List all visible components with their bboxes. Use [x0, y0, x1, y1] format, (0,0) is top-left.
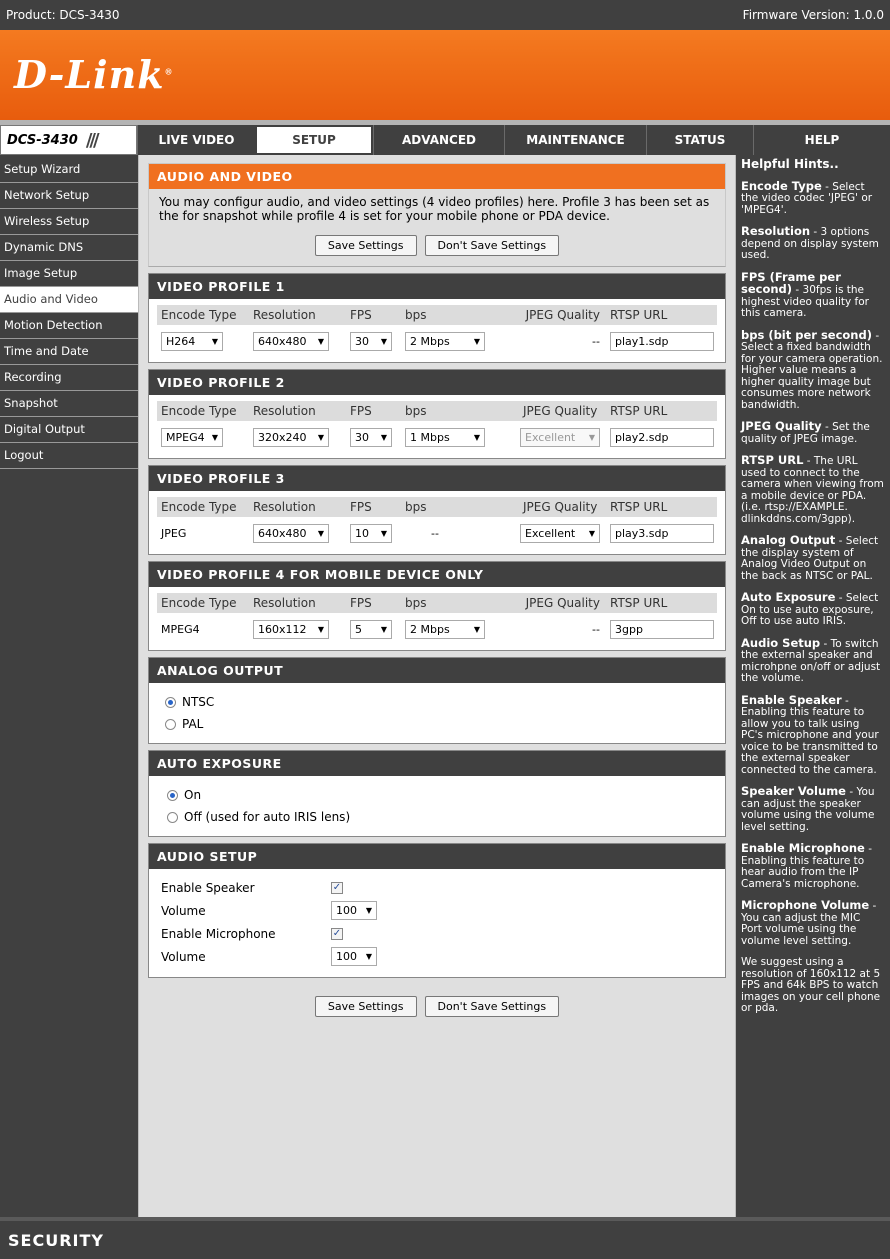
hint-term: Resolution: [741, 224, 811, 238]
model-badge: [0, 125, 137, 155]
hint-item: [741, 327, 884, 412]
col-fps: FPS: [350, 596, 372, 610]
chevron-down-icon: ▼: [473, 432, 480, 442]
section-title: AUTO EXPOSURE: [149, 751, 725, 776]
footer: [0, 1217, 890, 1259]
bps-select[interactable]: 1 Mbps ▼: [405, 428, 485, 447]
bps-value: --: [431, 526, 439, 540]
section-title: VIDEO PROFILE 2: [149, 370, 725, 395]
profile-header-row: [157, 305, 717, 325]
audio-setup-section: [148, 843, 726, 978]
fps-select[interactable]: 30 ▼: [350, 332, 392, 351]
video-profile-3-section: [148, 465, 726, 555]
hint-text: - Select the video codec 'JPEG' or 'MPEG4'.: [741, 180, 873, 216]
video-profiles: [148, 273, 726, 651]
hint-term: JPEG Quality: [741, 419, 822, 433]
hints-list: [741, 178, 884, 1015]
sidebar-item-digital-output[interactable]: Digital Output: [0, 417, 138, 443]
video-profile-1-section: [148, 273, 726, 363]
enable-speaker-checkbox[interactable]: ✓: [332, 881, 342, 893]
analog-output-section: [148, 657, 726, 744]
sidebar-item-setup-wizard[interactable]: Setup Wizard: [0, 157, 138, 183]
chevron-down-icon: ▼: [317, 336, 324, 346]
hint-term: FPS (Frame per second): [741, 269, 841, 296]
dlink-logo: D-Link®: [14, 52, 174, 97]
col-fps: FPS: [350, 404, 372, 418]
dont-save-settings-button[interactable]: Don't Save Settings: [425, 996, 560, 1017]
video-profile-4-section: [148, 561, 726, 651]
section-title: AUDIO AND VIDEO: [149, 164, 725, 189]
sidebar: [0, 155, 138, 1217]
sidebar-item-network-setup[interactable]: Network Setup: [0, 183, 138, 209]
profile-settings-row: [157, 328, 717, 354]
microphone-volume-label: Volume: [161, 949, 206, 964]
sidebar-item-wireless-setup[interactable]: Wireless Setup: [0, 209, 138, 235]
enable-microphone-checkbox[interactable]: ✓: [332, 927, 342, 939]
section-title: ANALOG OUTPUT: [149, 658, 725, 683]
sidebar-item-recording[interactable]: Recording: [0, 365, 138, 391]
resolution-select[interactable]: 640x480 ▼: [253, 524, 329, 543]
sidebar-item-time-and-date[interactable]: Time and Date: [0, 339, 138, 365]
enable-speaker-label: Enable Speaker: [161, 880, 255, 895]
col-encode-type: Encode Type: [161, 308, 237, 322]
section-title: VIDEO PROFILE 3: [149, 466, 725, 491]
hint-term: Encode Type: [741, 178, 822, 193]
hint-item: [741, 692, 884, 777]
hint-text: - To switch the external speaker and microhpne on/off or adjust the volume.: [741, 637, 881, 684]
tab-help[interactable]: HELP: [753, 125, 890, 155]
hint-term: Speaker Volume: [741, 784, 846, 798]
sidebar-item-audio-and-video[interactable]: Audio and Video: [0, 287, 138, 313]
chevron-down-icon: ▼: [473, 336, 480, 346]
intro-description: You may configur audio, and video settings (4 video profiles) here. Profile 3 has been set as the for snapshot while profile 4 is set for your mobile phone or PDA device.: [159, 195, 710, 223]
speaker-volume-select[interactable]: 100 ▼: [331, 901, 377, 920]
rtsp-url-input[interactable]: play3.sdp: [610, 524, 714, 543]
hint-term: Analog Output: [741, 533, 836, 547]
enable-microphone-label: Enable Microphone: [161, 926, 276, 941]
encode-type-select[interactable]: MPEG4 ▼: [161, 428, 223, 447]
chevron-down-icon: ▼: [211, 336, 218, 346]
exposure-on-option[interactable]: [167, 784, 713, 806]
rtsp-url-input[interactable]: 3gpp: [610, 620, 714, 639]
model-slash-decoration: ///: [85, 129, 97, 151]
profile-header-row: [157, 401, 717, 421]
hint-text: - Set the quality of JPEG image.: [741, 421, 870, 445]
hint-term: Enable Speaker: [741, 692, 842, 707]
col-resolution: Resolution: [253, 500, 316, 514]
sidebar-item-logout[interactable]: Logout: [0, 443, 138, 469]
chevron-down-icon: ▼: [317, 528, 324, 538]
hint-text: - Select the display system of Analog Video Output on the back as NTSC or PAL.: [741, 535, 879, 582]
tab-live-video[interactable]: LIVE VIDEO: [137, 125, 255, 155]
col-fps: FPS: [350, 500, 372, 514]
profile-settings-row: [157, 616, 717, 642]
profile-settings-row: [157, 520, 717, 546]
hint-item: [741, 421, 884, 445]
save-settings-button[interactable]: Save Settings: [315, 996, 417, 1017]
chevron-down-icon: ▼: [317, 624, 324, 634]
hint-text: - Select On to use auto exposure, Off to use auto IRIS.: [741, 592, 879, 627]
col-jpeg-quality: JPEG Quality: [525, 308, 600, 322]
hint-item: [741, 786, 884, 833]
hint-item: [741, 592, 884, 628]
col-bps: bps: [405, 404, 427, 418]
exposure-on-radio[interactable]: [167, 790, 178, 801]
pal-option[interactable]: [165, 713, 713, 735]
hint-text: - 3 options depend on display system used.: [741, 226, 879, 261]
col-bps: bps: [405, 596, 427, 610]
section-title: VIDEO PROFILE 1: [149, 274, 725, 299]
jpeg-quality-value: --: [592, 334, 600, 348]
ntsc-label: NTSC: [182, 695, 215, 709]
chevron-down-icon: ▼: [380, 336, 387, 346]
resolution-select[interactable]: 320x240 ▼: [253, 428, 329, 447]
col-encode-type: Encode Type: [161, 596, 237, 610]
speaker-volume-label: Volume: [161, 903, 206, 918]
top-button-row: [149, 229, 725, 266]
chevron-down-icon: ▼: [473, 624, 480, 634]
microphone-volume-select[interactable]: 100 ▼: [331, 947, 377, 966]
col-fps: FPS: [350, 308, 372, 322]
hint-term: Enable Microphone: [741, 841, 865, 855]
bottom-button-row: [148, 984, 726, 1027]
hint-text: - 30fps is the highest video quality for this camera.: [741, 284, 869, 319]
hint-term: Auto Exposure: [741, 590, 836, 604]
profile-header-row: [157, 497, 717, 517]
exposure-off-option[interactable]: [167, 806, 713, 828]
hint-item: [741, 269, 884, 320]
col-resolution: Resolution: [253, 404, 316, 418]
intro-section: [148, 163, 726, 267]
hint-item: [741, 535, 884, 582]
firmware-label: Firmware Version: 1.0.0: [742, 8, 884, 22]
hint-text: - Enabling this feature to hear audio from the IP Camera's microphone.: [741, 843, 873, 890]
col-jpeg-quality: JPEG Quality: [523, 404, 598, 418]
bps-select[interactable]: 2 Mbps ▼: [405, 620, 485, 639]
col-rtsp-url: RTSP URL: [610, 500, 668, 514]
hint-text: - Enabling this feature to allow you to talk using PC's microphone and your voice to be transmitted to the external speaker connected to the camera.: [741, 694, 879, 776]
chevron-down-icon: ▼: [365, 952, 372, 961]
pal-radio[interactable]: [165, 719, 176, 730]
chevron-down-icon: ▼: [211, 432, 218, 442]
content-panel: [138, 155, 736, 1217]
col-resolution: Resolution: [253, 596, 316, 610]
chevron-down-icon: ▼: [365, 906, 372, 915]
jpeg-quality-select[interactable]: Excellent ▼: [520, 524, 600, 543]
sidebar-item-image-setup[interactable]: Image Setup: [0, 261, 138, 287]
col-jpeg-quality: JPEG Quality: [523, 500, 598, 514]
fps-select[interactable]: 5 ▼: [350, 620, 392, 639]
hint-text: - You can adjust the speaker volume using the volume level setting.: [741, 786, 875, 833]
col-jpeg-quality: JPEG Quality: [525, 596, 600, 610]
chevron-down-icon: ▼: [380, 432, 387, 442]
col-rtsp-url: RTSP URL: [610, 596, 668, 610]
model-name: DCS-3430: [7, 132, 78, 148]
sidebar-item-dynamic-dns[interactable]: Dynamic DNS: [0, 235, 138, 261]
sidebar-item-snapshot[interactable]: Snapshot: [0, 391, 138, 417]
fps-select[interactable]: 30 ▼: [350, 428, 392, 447]
hint-text: We suggest using a resolution of 160x112 at 5 FPS and 64k BPS to watch images on your cell phone or pda.: [741, 956, 881, 1014]
hint-text: - The URL used to connect to the camera when viewing from a mobile device or PDA. (i.e. rtsp://EXAMPLE. dlinkddns.com/3gpp).: [741, 455, 884, 525]
rtsp-url-input[interactable]: play2.sdp: [610, 428, 714, 447]
exposure-on-label: On: [184, 788, 202, 802]
hint-item: [741, 226, 884, 262]
save-settings-button[interactable]: Save Settings: [315, 235, 417, 256]
top-navigation: [0, 125, 890, 155]
hint-term: Audio Setup: [741, 635, 821, 650]
dont-save-settings-button[interactable]: Don't Save Settings: [425, 235, 560, 256]
hint-item: [741, 635, 884, 685]
hint-item: [741, 178, 884, 217]
hint-item: [741, 957, 884, 1015]
footer-security-label: SECURITY: [8, 1231, 104, 1250]
section-title: AUDIO SETUP: [149, 844, 725, 869]
top-bar: [0, 0, 890, 30]
auto-exposure-section: [148, 750, 726, 837]
jpeg-quality-select: Excellent ▼: [520, 428, 600, 447]
fps-select[interactable]: 10 ▼: [350, 524, 392, 543]
profile-header-row: [157, 593, 717, 613]
video-profile-2-section: [148, 369, 726, 459]
chevron-down-icon: ▼: [588, 528, 595, 538]
col-bps: bps: [405, 308, 427, 322]
helpful-hints-panel: [736, 155, 888, 1217]
chevron-down-icon: ▼: [380, 624, 387, 634]
hint-item: [741, 455, 884, 525]
col-resolution: Resolution: [253, 308, 316, 322]
banner: [0, 30, 890, 125]
rtsp-url-input[interactable]: play1.sdp: [610, 332, 714, 351]
encode-type-value: MPEG4: [161, 622, 200, 636]
main-area: [0, 155, 890, 1217]
tab-setup[interactable]: SETUP: [255, 125, 373, 155]
hint-text: - You can adjust the MIC Port volume using the volume level setting.: [741, 900, 877, 947]
tab-maintenance[interactable]: MAINTENANCE: [504, 125, 646, 155]
resolution-select[interactable]: 640x480 ▼: [253, 332, 329, 351]
jpeg-quality-value: --: [592, 622, 600, 636]
product-label: Product: DCS-3430: [6, 8, 120, 22]
hint-item: [741, 843, 884, 890]
encode-type-value: JPEG: [161, 526, 187, 540]
chevron-down-icon: ▼: [380, 528, 387, 538]
chevron-down-icon: ▼: [317, 432, 324, 442]
resolution-select[interactable]: 160x112 ▼: [253, 620, 329, 639]
chevron-down-icon: ▼: [588, 432, 595, 442]
col-rtsp-url: RTSP URL: [610, 308, 668, 322]
exposure-off-label: Off (used for auto IRIS lens): [184, 810, 351, 824]
hints-title: Helpful Hints..: [741, 157, 839, 171]
exposure-off-radio[interactable]: [167, 812, 178, 823]
col-encode-type: Encode Type: [161, 404, 237, 418]
hint-term: bps (bit per second): [741, 327, 872, 342]
hint-item: [741, 900, 884, 947]
section-title: VIDEO PROFILE 4 FOR MOBILE DEVICE ONLY: [149, 562, 725, 587]
pal-label: PAL: [182, 717, 204, 731]
ntsc-option[interactable]: [165, 691, 713, 713]
col-rtsp-url: RTSP URL: [610, 404, 668, 418]
ntsc-radio[interactable]: [165, 697, 176, 708]
bps-select[interactable]: 2 Mbps ▼: [405, 332, 485, 351]
hint-term: Microphone Volume: [741, 898, 870, 912]
hint-text: - Select a fixed bandwidth for your camera operation. Higher value means a higher quality image but consumes more network bandwidth.: [741, 329, 883, 411]
hint-term: RTSP URL: [741, 453, 804, 467]
tab-advanced[interactable]: ADVANCED: [373, 125, 504, 155]
col-encode-type: Encode Type: [161, 500, 237, 514]
tab-status[interactable]: STATUS: [646, 125, 753, 155]
encode-type-select[interactable]: H264 ▼: [161, 332, 223, 351]
profile-settings-row: [157, 424, 717, 450]
sidebar-item-motion-detection[interactable]: Motion Detection: [0, 313, 138, 339]
col-bps: bps: [405, 500, 427, 514]
